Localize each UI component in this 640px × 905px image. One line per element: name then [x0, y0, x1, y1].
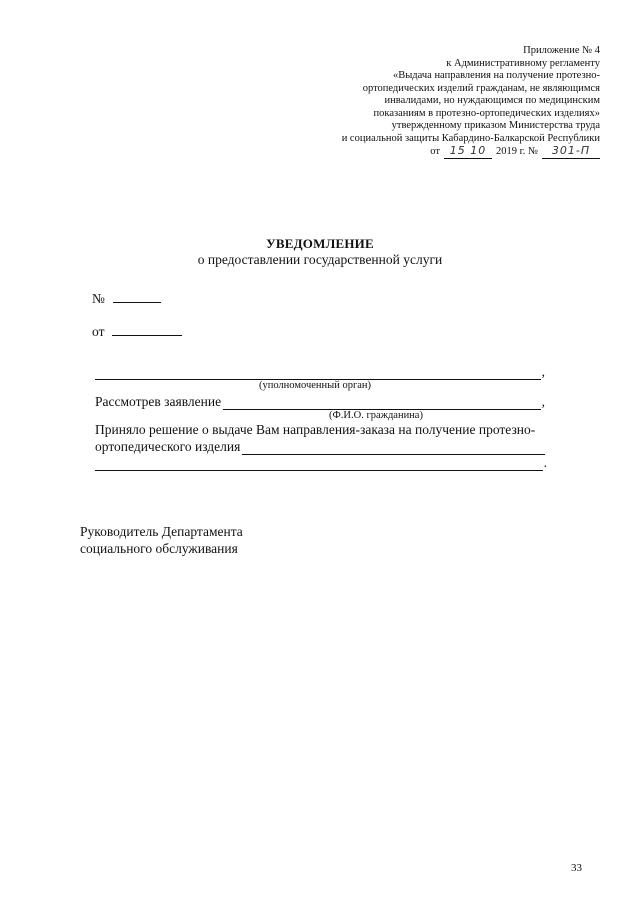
header-line-6: показаниям в протезно-ортопедических изделиях» — [373, 107, 600, 119]
authority-blank[interactable] — [95, 365, 541, 380]
header-date-line — [240, 145, 600, 159]
date-field[interactable] — [92, 323, 182, 340]
considered-label: Рассмотрев заявление — [95, 394, 222, 409]
citizen-comma: , — [541, 394, 545, 409]
decision-line-2[interactable] — [95, 439, 545, 455]
header-line-7: утвержденному приказом Министерства труда — [391, 120, 600, 131]
number-blank[interactable] — [113, 290, 161, 303]
device-blank[interactable] — [242, 440, 545, 455]
header-line-3: «Выдача направления на получение протезно- — [392, 70, 600, 81]
date-label: от — [92, 324, 105, 339]
handwritten-date: 15 10 — [444, 145, 492, 159]
considered-line[interactable] — [95, 394, 545, 410]
decision-period: . — [543, 455, 547, 470]
page-number: 33 — [571, 862, 582, 874]
header-line-4: ортопедических изделий гражданам, не являющимся — [362, 82, 600, 94]
number-label: № — [92, 291, 105, 306]
authority-comma: , — [541, 364, 545, 379]
signature-block — [80, 523, 243, 557]
decision-text-1: Приняло решение о выдаче Вам направления-заказа на получение протезно- — [95, 422, 536, 437]
device-blank-continued[interactable] — [95, 456, 543, 471]
date-blank[interactable] — [112, 323, 182, 336]
document-title: УВЕДОМЛЕНИЕ — [266, 236, 374, 251]
signature-line-1: Руководитель Департамента — [80, 524, 243, 539]
header-date-prefix: от — [430, 146, 440, 157]
header-line-5: инвалидами, но нуждающимся по медицинским — [384, 95, 600, 106]
header-line-1: Приложение № 4 — [523, 45, 600, 56]
authority-caption: (уполномоченный орган) — [258, 380, 372, 391]
header-line-8: и социальной защиты Кабардино-Балкарской Республики — [341, 132, 600, 144]
citizen-name-blank[interactable] — [223, 395, 541, 410]
appendix-header — [240, 45, 600, 159]
header-year-text: 2019 г. № — [495, 146, 538, 157]
decision-line-1 — [95, 422, 550, 438]
citizen-caption: (Ф.И.О. гражданина) — [329, 410, 423, 421]
document-subtitle: о предоставлении государственной услуги — [197, 252, 443, 267]
decision-line-3[interactable] — [95, 455, 547, 471]
decision-text-2: ортопедического изделия — [95, 439, 241, 454]
handwritten-order-number: 301-П — [542, 145, 600, 159]
authority-line[interactable] — [95, 364, 545, 380]
signature-line-2: социального обслуживания — [80, 541, 238, 556]
header-line-2: к Административному регламенту — [446, 57, 600, 69]
number-field[interactable] — [92, 290, 161, 307]
